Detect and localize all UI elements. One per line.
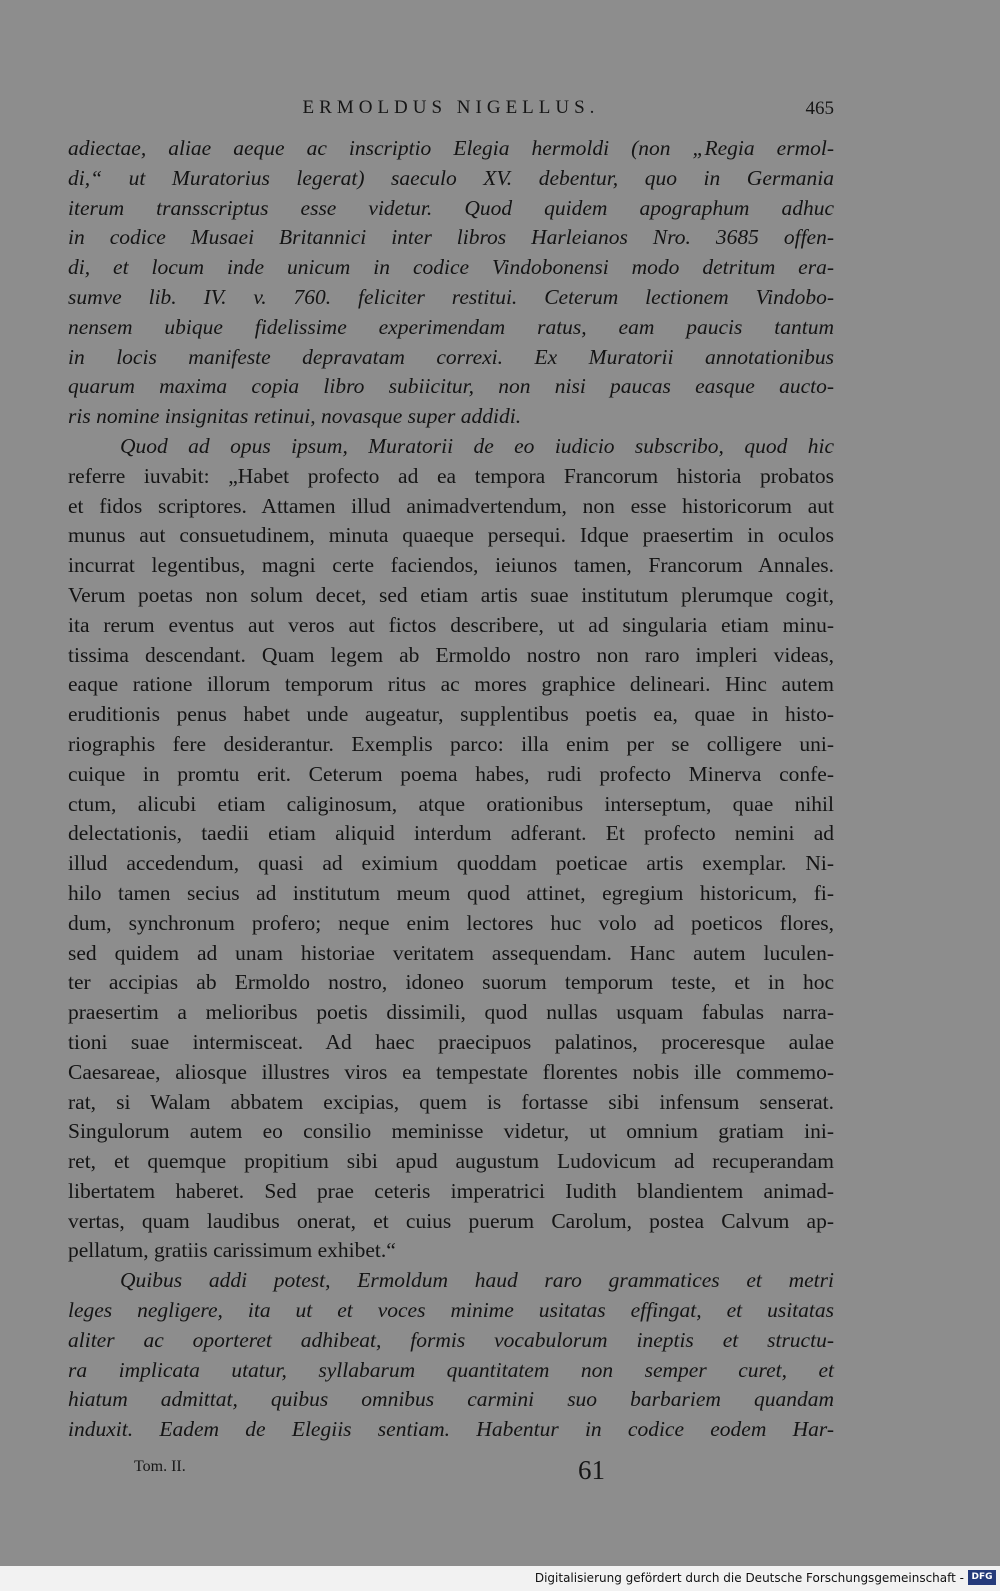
text-line: ra implicata utatur, syllabarum quantitatem non semper curet, et	[68, 1357, 834, 1382]
text-line: cuique in promtu erit. Ceterum poema habes, rudi profecto Minerva confe-	[68, 761, 834, 786]
text-line: adiectae, aliae aeque ac inscriptio Elegia hermoldi (non „Regia ermol-	[68, 136, 834, 160]
sheet-number: 61	[578, 1455, 605, 1485]
text-line: pellatum, gratiis carissimum exhibet.“	[68, 1238, 396, 1263]
text-line: iterum transscriptus esse videtur. Quod quidem apographum adhuc	[68, 195, 834, 220]
text-line: in codice Musaei Britannici inter libros Harleianos Nro. 3685 offen-	[68, 225, 834, 250]
text-line: quarum maxima copia libro subiicitur, non nisi paucas easque aucto-	[68, 374, 834, 399]
text-line: nensem ubique fidelissime experimendam ratus, eam paucis tantum	[68, 314, 834, 339]
text-line: delectationis, taedii etiam aliquid interdum adferant. Et profecto nemini ad	[68, 821, 834, 846]
text-line: ctum, alicubi etiam caliginosum, atque orationibus interseptum, quae nihil	[68, 791, 834, 816]
text-line: libertatem haberet. Sed prae ceteris imperatrici Iudith blandientem animad-	[68, 1178, 834, 1203]
text-line: munus aut consuetudinem, minuta quaeque persequi. Idque praesertim in oculos	[68, 523, 834, 548]
text-line: dum, synchronum profero; neque enim lectores huc volo ad poeticos flores,	[68, 910, 834, 935]
text-line: hilo tamen secius ad institutum meum quod attinet, egregium historicum, fi-	[68, 880, 834, 905]
text-line: in locis manifeste depravatam correxi. Ex Muratorii annotationibus	[68, 344, 834, 369]
text-line: aliter ac oporteret adhibeat, formis vocabulorum ineptis et structu-	[68, 1327, 834, 1352]
text-line: referre iuvabit: „Habet profecto ad ea tempora Francorum historia probatos	[68, 463, 834, 488]
dfg-logo-icon: DFG	[968, 1570, 996, 1585]
text-line: eruditionis penus habet unde augeatur, supplentibus poetis ea, quae in histo-	[68, 702, 834, 727]
body-text	[68, 134, 834, 1445]
text-line: Caesareae, aliosque illustres viros ea tempestate florentes nobis ille commemo-	[68, 1059, 834, 1084]
text-line: sumve lib. IV. v. 760. feliciter restitui. Ceterum lectionem Vindobo-	[68, 284, 834, 309]
text-line: ita rerum eventus aut veros aut fictos describere, ut ad singularia etiam minu-	[68, 612, 834, 637]
digitization-credit-bar	[0, 1566, 1000, 1591]
text-line: tissima descendant. Quam legem ab Ermoldo nostro non raro impleri videas,	[68, 642, 834, 667]
text-line: Verum poetas non solum decet, sed etiam artis suae institutum plerumque cogit,	[68, 582, 834, 607]
credit-text: Digitalisierung gefördert durch die Deutsche Forschungsgemeinschaft -	[534, 1571, 964, 1585]
page-number: 465	[805, 98, 834, 119]
text-line: ter accipias ab Ermoldo nostro, idoneo suorum temporum teste, et in hoc	[68, 970, 834, 995]
text-line: di, et locum inde unicum in codice Vindobonensi modo detritum era-	[68, 255, 834, 280]
text-line: praesertim a melioribus poetis dissimili, quod nullas usquam fabulas narra-	[68, 1000, 834, 1025]
text-line: riographis fere desiderantur. Exemplis parco: illa enim per se colligere uni-	[68, 731, 834, 756]
text-line: illud accedendum, quasi ad eximium quoddam poeticae artis exemplar. Ni-	[68, 851, 834, 876]
text-line: Singulorum autem eo consilio meminisse videtur, ut omnium gratiam ini-	[68, 1119, 834, 1144]
text-line: tioni suae intermisceat. Ad haec praecipuos palatinos, proceresque aulae	[68, 1029, 834, 1054]
text-line: et fidos scriptores. Attamen illud animadvertendum, non esse historicorum aut	[68, 493, 834, 518]
text-line: sed quidem ad unam historiae veritatem assequendam. Hanc autem luculen-	[68, 940, 834, 965]
text-line: ret, et quemque propitium sibi apud augustum Ludovicum ad recuperandam	[68, 1149, 834, 1174]
page-header	[68, 97, 834, 125]
text-line: induxit. Eadem de Elegiis sentiam. Habentur in codice eodem Har-	[68, 1417, 834, 1442]
text-line: Quibus addi potest, Ermoldum haud raro grammatices et metri	[120, 1268, 834, 1293]
text-line: di,“ ut Muratorius legerat) saeculo XV. debentur, quo in Germania	[68, 165, 834, 190]
text-line: vertas, quam laudibus onerat, et cuius puerum Carolum, postea Calvum ap-	[68, 1208, 834, 1233]
text-line: leges negligere, ita ut et voces minime usitatas effingat, et usitatas	[68, 1298, 834, 1323]
text-line: Quod ad opus ipsum, Muratorii de eo iudicio subscribo, quod hic	[120, 433, 834, 458]
text-line: rat, si Walam abbatem excipias, quem is fortasse sibi infensum senserat.	[68, 1089, 834, 1114]
running-head: ERMOLDUS NIGELLUS.	[302, 97, 600, 118]
signature-mark: Tom. II.	[134, 1458, 186, 1475]
text-line: ris nomine insignitas retinui, novasque super addidi.	[68, 404, 522, 429]
text-line: hiatum admittat, quibus omnibus carmini suo barbariem quandam	[68, 1387, 834, 1412]
text-line: eaque ratione illorum temporum ritus ac mores graphice delineari. Hinc autem	[68, 672, 834, 697]
text-line: incurrat legentibus, magni certe faciendos, ieiunos tamen, Francorum Annales.	[68, 553, 834, 578]
